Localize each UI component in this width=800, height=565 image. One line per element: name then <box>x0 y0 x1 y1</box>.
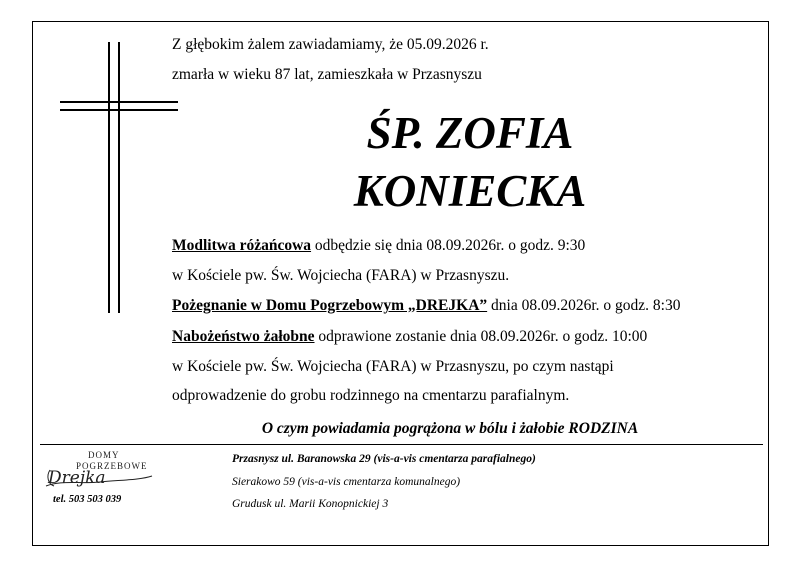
rosary-text: odbędzie się dnia 08.09.2026r. o godz. 9:30 <box>311 237 586 254</box>
farewell-label: Pożegnanie w Domu Pogrzebowym „DREJKA” <box>172 297 488 314</box>
logo-name: Drejka <box>48 468 106 488</box>
intro-line-1: Z głębokim żalem zawiadamiamy, że 05.09.2026 r. <box>172 36 489 53</box>
rosary-line <box>172 236 585 256</box>
farewell-text: dnia 08.09.2026r. o godz. 8:30 <box>487 297 681 314</box>
address-grudusk: Grudusk ul. Marii Konopnickiej 3 <box>232 498 389 510</box>
service-label: Nabożeństwo żałobne <box>172 328 315 345</box>
deceased-name-first: ŚP. ZOFIA <box>366 108 574 158</box>
service-burial: odprowadzenie do grobu rodzinnego na cmentarzu parafialnym. <box>172 387 570 404</box>
phone-number: tel. 503 503 039 <box>53 494 122 505</box>
logo-line-1: DOMY <box>88 450 120 460</box>
farewell-line <box>172 296 680 316</box>
closing-line: O czym powiadamia pogrążona w bólu i żałobie RODZINA <box>261 420 639 437</box>
rosary-label: Modlitwa różańcowa <box>172 237 312 254</box>
address-sierakowo: Sierakowo 59 (vis-a-vis cmentarza komunalnego) <box>232 476 461 488</box>
service-line <box>172 327 647 347</box>
service-place: w Kościele pw. Św. Wojciecha (FARA) w Przasnyszu, po czym nastąpi <box>172 358 614 375</box>
address-przasnysz: Przasnysz ul. Baranowska 29 (vis-a-vis cmentarza parafialnego) <box>232 453 536 465</box>
intro-line-2: zmarła w wieku 87 lat, zamieszkała w Przasnyszu <box>172 66 482 83</box>
logo-line-2: POGRZEBOWE <box>76 461 148 471</box>
rosary-place: w Kościele pw. Św. Wojciecha (FARA) w Przasnyszu. <box>172 267 510 284</box>
deceased-name-last: KONIECKA <box>353 166 587 216</box>
service-text: odprawione zostanie dnia 08.09.2026r. o godz. 10:00 <box>314 328 648 345</box>
footer-divider <box>40 444 763 445</box>
